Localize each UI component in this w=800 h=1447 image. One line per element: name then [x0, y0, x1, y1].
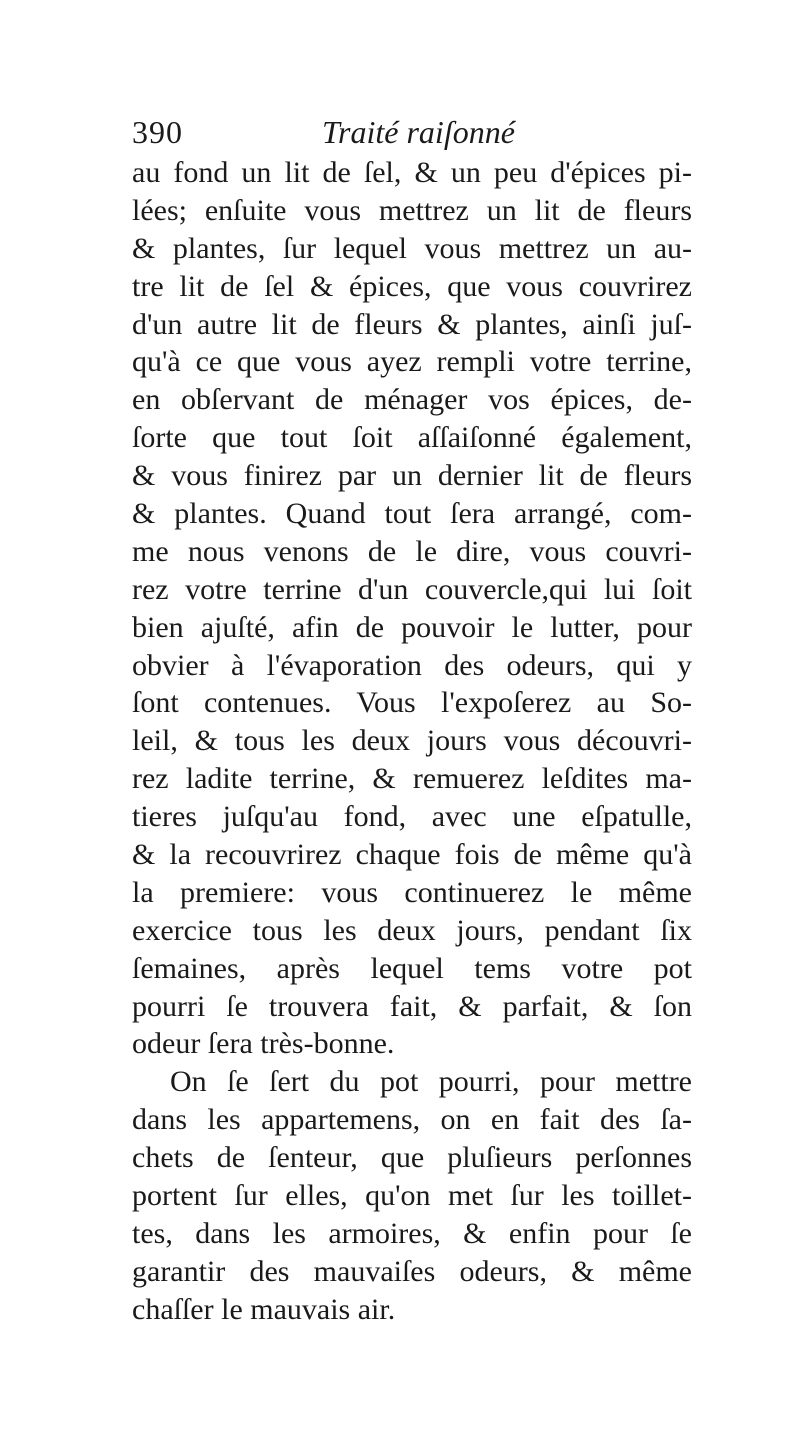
running-title: Traité raiſonné [322, 114, 515, 150]
text-line: rez votre terrine d'un couvercle,qui lui ſoit [132, 572, 692, 606]
text-line: & la recouvrirez chaque fois de même qu'à [132, 838, 692, 872]
text-line: au fond un lit de ſel, & un peu d'épices pi- [132, 156, 692, 189]
page-number: 390 [132, 114, 183, 150]
text-line: odeur ſera très-bonne. [132, 1027, 395, 1061]
text-line: On ſe ſert du pot pourri, pour mettre [170, 1065, 692, 1099]
text-line: ſemaines, après lequel tems votre pot [132, 951, 692, 985]
text-line: tes, dans les armoires, & enfin pour ſe [132, 1216, 692, 1250]
page-header [132, 112, 692, 152]
text-line: en obſervant de ménager vos épices, de- [132, 383, 692, 417]
text-line: me nous venons de le dire, vous couvri- [132, 534, 692, 568]
text-line: chets de ſenteur, que pluſieurs perſonnes [132, 1141, 692, 1175]
text-line: exercice tous les deux jours, pendant ſix [132, 913, 692, 947]
text-line: dans les appartemens, on en fait des ſa- [132, 1103, 692, 1137]
text-line: tieres juſqu'au fond, avec une eſpatulle, [132, 800, 692, 834]
body-text [132, 154, 692, 1329]
text-line: chaſſer le mauvais air. [132, 1292, 396, 1326]
text-line: tre lit de ſel & épices, que vous couvrirez [132, 269, 692, 303]
text-line: ſorte que tout ſoit aſſaiſonné également, [132, 421, 692, 455]
text-line: portent ſur elles, qu'on met ſur les toillet- [132, 1179, 692, 1213]
text-line: & plantes. Quand tout ſera arrangé, com- [132, 497, 692, 531]
text-line: qu'à ce que vous ayez rempli votre terrine, [132, 345, 692, 379]
paragraph-1 [132, 154, 692, 1063]
text-line: bien ajuſté, afin de pouvoir le lutter, pour [132, 610, 692, 644]
text-line: & plantes, ſur lequel vous mettrez un au- [132, 231, 692, 265]
text-line: obvier à l'évaporation des odeurs, qui y [132, 648, 692, 682]
text-line: leil, & tous les deux jours vous découvri- [132, 724, 692, 758]
text-line: pourri ſe trouvera fait, & parfait, & ſon [132, 989, 692, 1023]
text-line: & vous finirez par un dernier lit de fleurs [132, 459, 692, 493]
text-line: garantir des mauvaiſes odeurs, & même [132, 1254, 692, 1288]
text-line: la premiere: vous continuerez le même [132, 875, 692, 909]
text-line: rez ladite terrine, & remuerez leſdites ma- [132, 762, 692, 796]
text-line: lées; enſuite vous mettrez un lit de fleurs [132, 193, 692, 227]
text-line: ſont contenues. Vous l'expoſerez au So- [132, 686, 692, 720]
text-line: d'un autre lit de fleurs & plantes, ainſi juſ- [132, 307, 692, 341]
paragraph-2 [132, 1063, 692, 1328]
